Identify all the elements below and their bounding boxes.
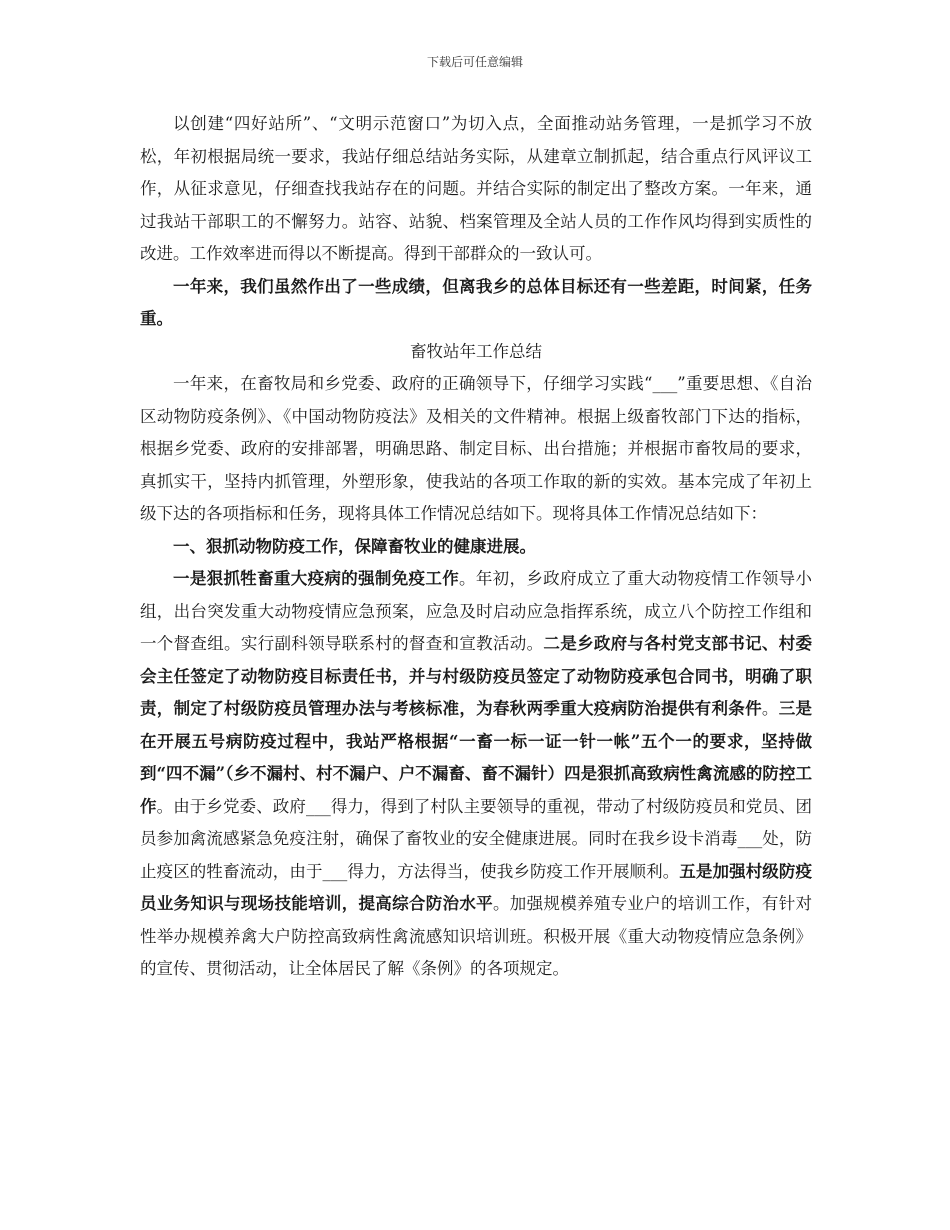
bold-text-segment: 一、狠抓动物防疫工作，保障畜牧业的健康进展。 xyxy=(173,536,536,556)
bold-text-segment: 二是乡政府与各村党支部书记、村委会主任签定了动物防疫目标责任书，并与村级防疫员签定了动物防疫承包合同书，明确了职责，制定了村级防疫员管理办法与考核标准，为春秋两季重大疫病防治提供有利条件 xyxy=(140,634,813,718)
bold-text-segment: 五是加强村级防疫员业务知识与现场技能培训，提高综合防治水平 xyxy=(140,861,813,913)
bold-text-segment: 一是狠抓牲畜重大疫病的强制免疫工作 xyxy=(173,569,460,588)
text-segment: 。加强规模养殖专业户的培训工作，有针对性举办规模养禽大户防控高致病性禽流感知识培训班。积极开展《重大动物疫情应急条例》的宣传、贯彻活动，让全体居民了解《条例》的各项规定。 xyxy=(140,894,813,978)
section-heading-1 xyxy=(140,531,812,564)
text-segment: 一年来，在畜牧局和乡党委、政府的正确领导下，仔细学习实践“___”重要思想、《自治区动物防疫条例》、《中国动物防疫法》及相关的文件精神。根据上级畜牧部门下达的指标，根据乡党委、政府的安排部署，明确思路、制定目标、出台措施；并根据市畜牧局的要求，真抓实干，坚持内抓管理，外塑形象，使我站的各项工作取的新的实效。基本完成了年初上级下达的各项指标和任务，现将具体工作情况总结如下。现将具体工作情况总结如下： xyxy=(140,374,812,523)
document-body xyxy=(140,108,812,986)
intro-paragraph xyxy=(140,108,812,271)
section-1-body xyxy=(140,563,812,986)
text-segment: 。年初，乡政府成立了重大动物疫情工作领导小组，出台突发重大动物疫情应急预案，应急及时启动应急指挥系统，成立八个防控工作组和一个督查组。实行副科领导联系村的督查和宣教活动。 xyxy=(140,569,813,653)
text-segment: 畜牧站年工作总结 xyxy=(410,341,542,361)
opening-paragraph xyxy=(140,368,812,531)
text-segment: 以创建“四好站所”、“文明示范窗口”为切入点，全面推动站务管理，一是抓学习不放松，年初根据局统一要求，我站仔细总结站务实际，从建章立制抓起，结合重点行风评议工作，从征求意见，仔细查找我站存在的问题。并结合实际的制定出了整改方案。一年来，通过我站干部职工的不懈努力。站容、站貌、档案管理及全站人员的工作作风均得到实质性的改进。工作效率进而得以不断提高。得到干部群众的一致认可。 xyxy=(140,114,812,263)
bold-text-segment: 一年来，我们虽然作出了一些成绩，但离我乡的总体目标还有一些差距，时间紧，任务重。 xyxy=(140,276,812,328)
text-segment: 。由于乡党委、政府___得力，得到了村队主要领导的重视，带动了村级防疫员和党员、团员参加禽流感紧急免疫注射，确保了畜牧业的安全健康进展。同时在我乡设卡消毒___处，防止疫区的牲畜流动，由于___得力，方法得当，使我乡防疫工作开展顺利。 xyxy=(140,796,813,881)
page-header: 下载后可任意编辑 xyxy=(426,55,523,69)
bold-text-segment: 三是在开展五号病防疫过程中，我站严格根据“一畜一标一证一针一帐”五个一的要求，坚持做到“四不漏”（乡不漏村、村不漏户、户不漏畜、畜不漏针）四是狠抓高致病性禽流感的防控工作 xyxy=(140,699,813,816)
document-title xyxy=(140,336,812,369)
conclusion-paragraph xyxy=(140,271,812,336)
text-segment: 。 xyxy=(761,699,779,718)
